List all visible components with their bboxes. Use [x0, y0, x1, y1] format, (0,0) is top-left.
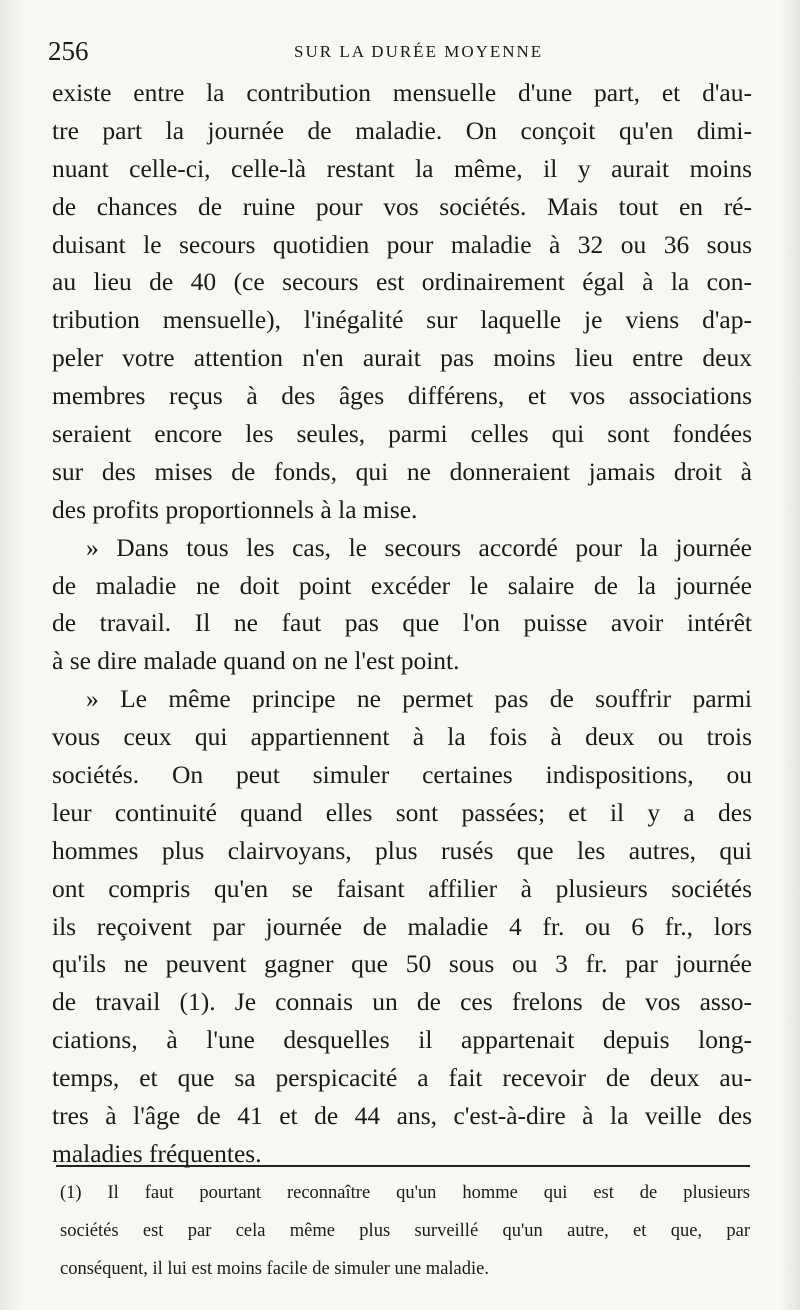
text-line: peler votre attention n'en aurait pas moins lieu entre deux — [52, 343, 752, 373]
page-number: 256 — [48, 36, 89, 66]
text-line: ont compris qu'en se faisant affilier à plusieurs sociétés — [52, 873, 752, 903]
text-line: existe entre la contribution mensuelle d'une part, et d'au- — [52, 78, 752, 107]
text-line: maladies fréquentes. — [52, 1138, 262, 1168]
text-line: sociétés. On peut simuler certaines indispositions, ou — [52, 760, 752, 790]
text-line: au lieu de 40 (ce secours est ordinairement égal à la con- — [52, 267, 752, 297]
text-line: vous ceux qui appartiennent à la fois à deux ou trois — [52, 722, 752, 752]
footnote-rule — [56, 1165, 750, 1167]
text-line: » Dans tous les cas, le secours accordé pour la journée — [86, 532, 752, 562]
text-line: nuant celle-ci, celle-là restant la même, il y aurait moins — [52, 153, 752, 183]
text-line: de travail (1). Je connais un de ces frelons de vos asso- — [52, 987, 752, 1017]
text-line: membres reçus à des âges différens, et vos associations — [52, 381, 752, 411]
running-head — [48, 36, 748, 70]
text-line: tres à l'âge de 41 et de 44 ans, c'est-à-dire à la veille des — [52, 1101, 752, 1131]
text-line: ciations, à l'une desquelles il appartenait depuis long- — [52, 1025, 752, 1055]
footnote — [60, 1178, 750, 1292]
text-line: à se dire malade quand on ne l'est point. — [52, 646, 460, 676]
text-line: ils reçoivent par journée de maladie 4 fr. ou 6 fr., lors — [52, 911, 752, 941]
text-line: de travail. Il ne faut pas que l'on puisse avoir intérêt — [52, 608, 752, 638]
running-title: SUR LA DURÉE MOYENNE — [294, 42, 544, 61]
text-line: seraient encore les seules, parmi celles qui sont fondées — [52, 419, 752, 449]
footnote-line: (1) Il faut pourtant reconnaître qu'un homme qui est de plusieurs — [60, 1183, 750, 1203]
text-line: duisant le secours quotidien pour maladie à 32 ou 36 sous — [52, 229, 752, 259]
footnote-line: conséquent, il lui est moins facile de simuler une maladie. — [60, 1258, 489, 1279]
text-line: tribution mensuelle), l'inégalité sur laquelle je viens d'ap- — [52, 305, 752, 335]
text-line: de chances de ruine pour vos sociétés. Mais tout en ré- — [52, 191, 752, 221]
text-line: temps, et que sa perspicacité a fait recevoir de deux au- — [52, 1063, 752, 1093]
text-line: hommes plus clairvoyans, plus rusés que les autres, qui — [52, 835, 752, 865]
footnote-line: sociétés est par cela même plus surveillé qu'un autre, et que, par — [60, 1220, 750, 1241]
text-line: leur continuité quand elles sont passées; et il y a des — [52, 797, 752, 827]
text-line: des profits proportionnels à la mise. — [52, 494, 418, 524]
text-line: de maladie ne doit point excéder le salaire de la journée — [52, 570, 752, 600]
body-text — [52, 74, 752, 1173]
text-line: qu'ils ne peuvent gagner que 50 sous ou 3 fr. par journée — [52, 949, 752, 979]
text-line: » Le même principe ne permet pas de souffrir parmi — [86, 684, 752, 714]
text-line: sur des mises de fonds, qui ne donneraient jamais droit à — [52, 456, 752, 486]
text-line: tre part la journée de maladie. On conçoit qu'en dimi- — [52, 115, 752, 145]
